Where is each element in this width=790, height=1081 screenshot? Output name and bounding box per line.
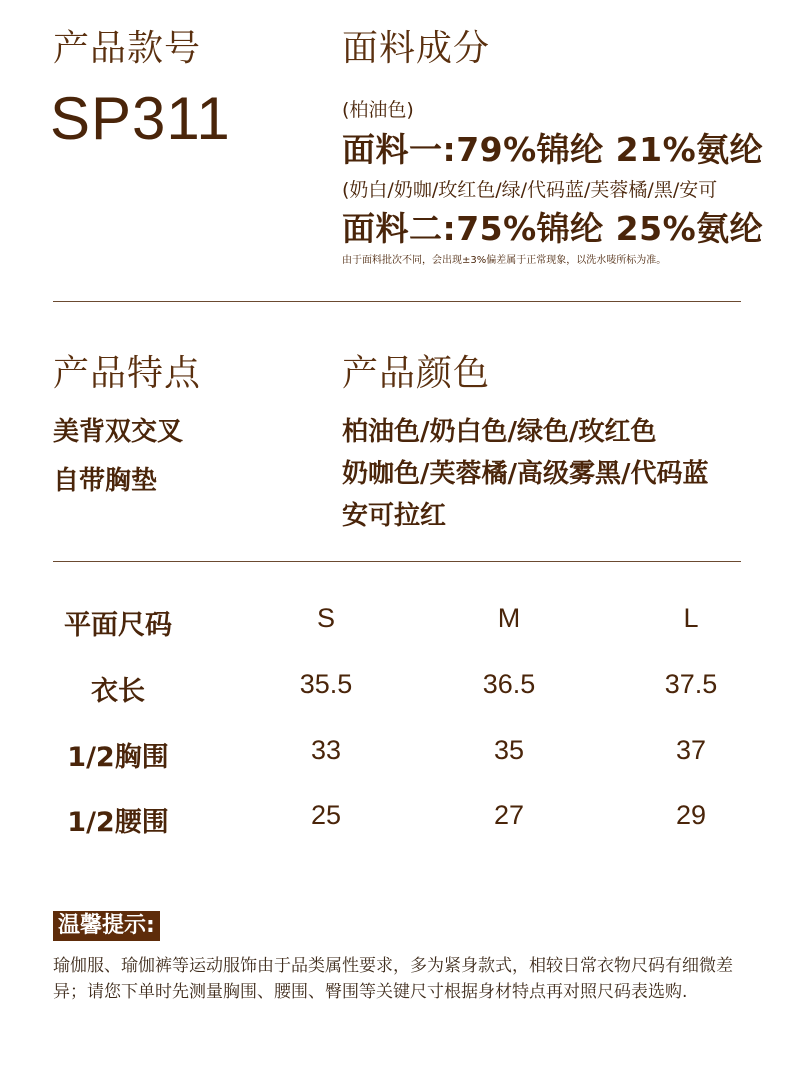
feature-item: 自带胸垫 <box>53 466 158 496</box>
fabric-disclaimer: 由于面料批次不同，会出现±3%偏差属于正常现象，以洗水唛所标为准。 <box>342 255 667 266</box>
size-cell: 37.5 <box>664 669 718 699</box>
tips-badge: 温馨提示: <box>53 911 160 941</box>
size-row-label: 1/2腰围 <box>67 807 169 838</box>
fabric-line-1: 面料一:79%锦纶 21%氨纶 <box>342 130 764 169</box>
feature-item: 美背双交叉 <box>53 417 184 447</box>
size-header-l: L <box>683 603 699 633</box>
size-cell: 29 <box>675 800 707 830</box>
product-model-code: SP311 <box>50 85 231 152</box>
size-cell: 25 <box>310 800 342 830</box>
color-list-line: 柏油色/奶白色/绿色/玫红色 <box>342 417 657 447</box>
divider-middle <box>53 561 741 562</box>
size-cell: 35.5 <box>299 669 353 699</box>
color-list-line: 安可拉红 <box>342 501 447 531</box>
size-row-label: 1/2胸围 <box>67 742 169 773</box>
tips-text: 瑜伽服、瑜伽裤等运动服饰由于品类属性要求，多为紧身款式，相较日常衣物尺码有细微差异；请您下单时先测量胸围、腰围、臀围等关键尺寸根据身材特点再对照尺码表选购. <box>53 956 733 1002</box>
colors-heading: 产品颜色 <box>342 353 491 394</box>
size-cell: 37 <box>675 735 707 765</box>
product-model-heading: 产品款号 <box>53 28 202 69</box>
size-table-header-label: 平面尺码 <box>64 610 172 641</box>
size-header-m: M <box>497 603 521 633</box>
fabric-heading: 面料成分 <box>342 28 491 69</box>
size-cell: 35 <box>493 735 525 765</box>
features-heading: 产品特点 <box>53 353 202 394</box>
color-list-line: 奶咖色/芙蓉橘/高级雾黑/代码蓝 <box>342 459 709 489</box>
fabric-line-2: 面料二:75%锦纶 25%氨纶 <box>342 209 764 248</box>
fabric-note-2: (奶白/奶咖/玫红色/绿/代码蓝/芙蓉橘/黑/安可 <box>342 179 718 201</box>
fabric-note-1: (柏油色) <box>342 99 414 121</box>
size-cell: 27 <box>493 800 525 830</box>
size-row-label: 衣长 <box>91 676 145 707</box>
size-cell: 33 <box>310 735 342 765</box>
size-header-s: S <box>316 603 335 633</box>
size-cell: 36.5 <box>482 669 536 699</box>
divider-top <box>53 301 741 302</box>
